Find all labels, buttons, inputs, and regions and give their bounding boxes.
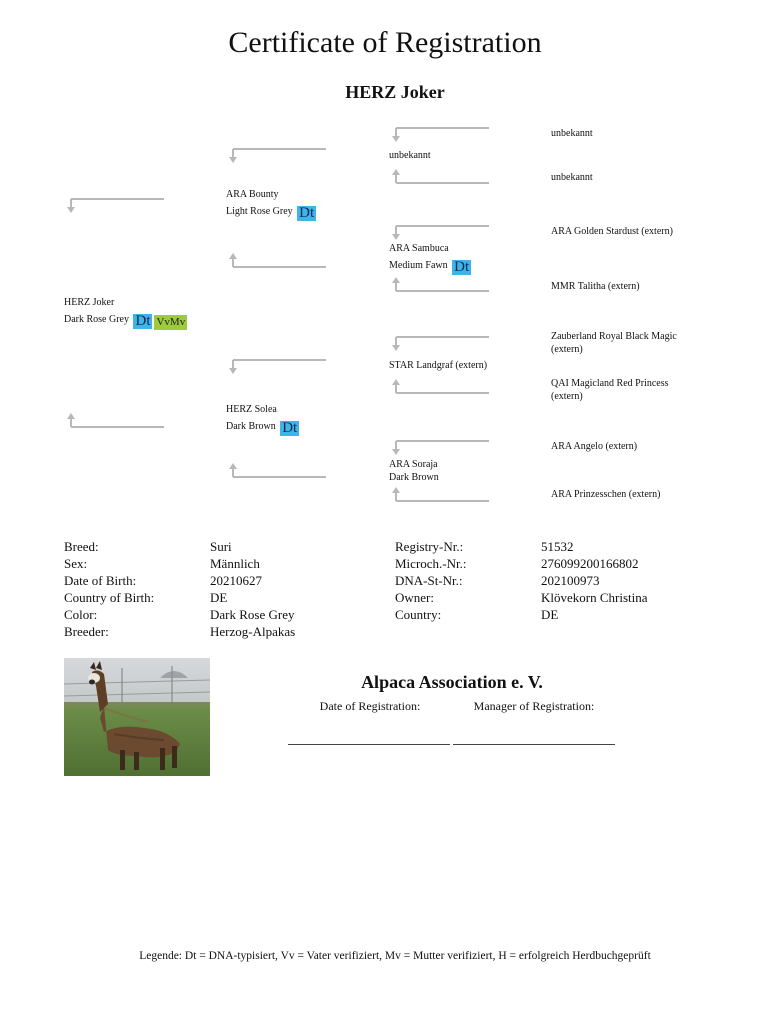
association-name: Alpaca Association e. V. (361, 672, 543, 692)
pedigree-connector-dam-sire (226, 357, 330, 379)
pedigree-g3-7 (551, 440, 637, 453)
pedigree-connector-sire-sire (226, 146, 330, 168)
sex-value: Männlich (210, 556, 260, 571)
pedigree-connector-dam (64, 408, 168, 430)
pedigree-connector-sire-dam (226, 248, 330, 270)
pedigree-dam-dam (389, 458, 439, 484)
color-value: Dark Rose Grey (210, 607, 295, 622)
registry-nr-value: 51532 (541, 539, 574, 554)
dam-color: Dark Brown (226, 421, 276, 432)
legend: Legende: Dt = DNA-typisiert, Vv = Vater verifiziert, Mv = Mutter verifiziert, H = erfolgreich Herdbuchgeprüft (139, 950, 651, 962)
sire-name: ARA Bounty (226, 189, 279, 200)
dna-nr-value: 202100973 (541, 573, 600, 588)
details-left-values (210, 538, 295, 640)
pedigree-connector-g3-6 (389, 374, 493, 396)
manager-signature-line (453, 744, 615, 745)
pedigree-g3-3 (551, 225, 673, 238)
pedigree-g3-6 (551, 377, 668, 403)
animal-name-heading: HERZ Joker (345, 82, 445, 102)
dob-label: Date of Birth: (64, 573, 137, 588)
breed-label: Breed: (64, 539, 99, 554)
pedigree-g3-2 (551, 171, 593, 184)
pedigree-connector-g3-1 (389, 125, 493, 147)
g3-5-suffix: (extern) (551, 344, 583, 355)
subject-color: Dark Rose Grey (64, 314, 129, 325)
breed-value: Suri (210, 539, 232, 554)
subject-vvmv-badge: VvMv (156, 316, 186, 328)
sire-sire-name: unbekannt (389, 150, 431, 161)
breeder-value: Herzog-Alpakas (210, 624, 296, 639)
g3-8-name: ARA Prinzesschen (extern) (551, 489, 661, 500)
details-left-labels (64, 538, 154, 640)
details-right-labels (395, 538, 466, 623)
registry-nr-label: Registry-Nr.: (395, 539, 464, 554)
g3-6-suffix: (extern) (551, 391, 583, 402)
dam-dam-name: ARA Soraja (389, 459, 438, 470)
pedigree-g3-4 (551, 280, 640, 293)
color-label: Color: (64, 607, 98, 622)
sire-dam-name: ARA Sambuca (389, 243, 449, 254)
pedigree-sire-sire (389, 149, 431, 162)
manager-of-registration-label: Manager of Registration: (473, 699, 595, 713)
sire-dam-dt-badge: Dt (454, 259, 470, 275)
dob-value: 20210627 (210, 573, 262, 588)
g3-6-name: QAI Magicland Red Princess (551, 378, 669, 389)
dam-sire-name: STAR Landgraf (extern) (389, 360, 488, 371)
pedigree-connector-g3-5 (389, 334, 493, 356)
g3-1-name: unbekannt (551, 128, 593, 139)
country-value: DE (541, 607, 559, 622)
dam-dam-color: Dark Brown (389, 472, 439, 483)
pedigree-dam-sire (389, 359, 487, 372)
owner-value: Klövekorn Christina (541, 590, 648, 605)
date-signature-line (288, 744, 450, 745)
sire-dt-badge: Dt (299, 205, 315, 221)
pedigree-connector-sire (64, 196, 168, 218)
sex-label: Sex: (64, 556, 88, 571)
pedigree-g3-8 (551, 488, 660, 501)
pedigree-dam (226, 403, 299, 436)
microchip-nr-label: Microch.-Nr.: (395, 556, 467, 571)
pedigree-connector-g3-7 (389, 438, 493, 460)
dna-nr-label: DNA-St-Nr.: (395, 573, 463, 588)
dam-dt-badge: Dt (282, 420, 298, 436)
owner-label: Owner: (395, 590, 434, 605)
dam-name: HERZ Solea (226, 404, 277, 415)
certificate-title: Certificate of Registration (228, 26, 542, 59)
breeder-label: Breeder: (64, 624, 109, 639)
alpaca-photo (64, 658, 210, 776)
pedigree-g3-1 (551, 127, 593, 140)
sire-color: Light Rose Grey (226, 206, 293, 217)
g3-5-name: Zauberland Royal Black Magic (551, 331, 677, 342)
subject-name: HERZ Joker (64, 297, 115, 308)
country-of-birth-label: Country of Birth: (64, 590, 155, 605)
pedigree-connector-dam-dam (226, 458, 330, 480)
microchip-nr-value: 276099200166802 (541, 556, 639, 571)
pedigree-subject (64, 296, 187, 330)
country-label: Country: (395, 607, 442, 622)
pedigree-connector-g3-4 (389, 272, 493, 294)
pedigree-connector-g3-2 (389, 164, 493, 186)
pedigree-sire-dam (389, 242, 471, 275)
sire-dam-color: Medium Fawn (389, 260, 448, 271)
g3-2-name: unbekannt (551, 172, 593, 183)
pedigree-g3-5 (551, 330, 677, 356)
country-of-birth-value: DE (210, 590, 228, 605)
details-right-values (541, 538, 648, 623)
pedigree-sire (226, 188, 316, 221)
subject-dt-badge: Dt (135, 313, 151, 329)
pedigree-connector-g3-8 (389, 482, 493, 504)
g3-4-name: MMR Talitha (extern) (551, 281, 640, 292)
date-of-registration-label: Date of Registration: (319, 699, 421, 713)
g3-7-name: ARA Angelo (extern) (551, 441, 638, 452)
g3-3-name: ARA Golden Stardust (extern) (551, 226, 673, 237)
